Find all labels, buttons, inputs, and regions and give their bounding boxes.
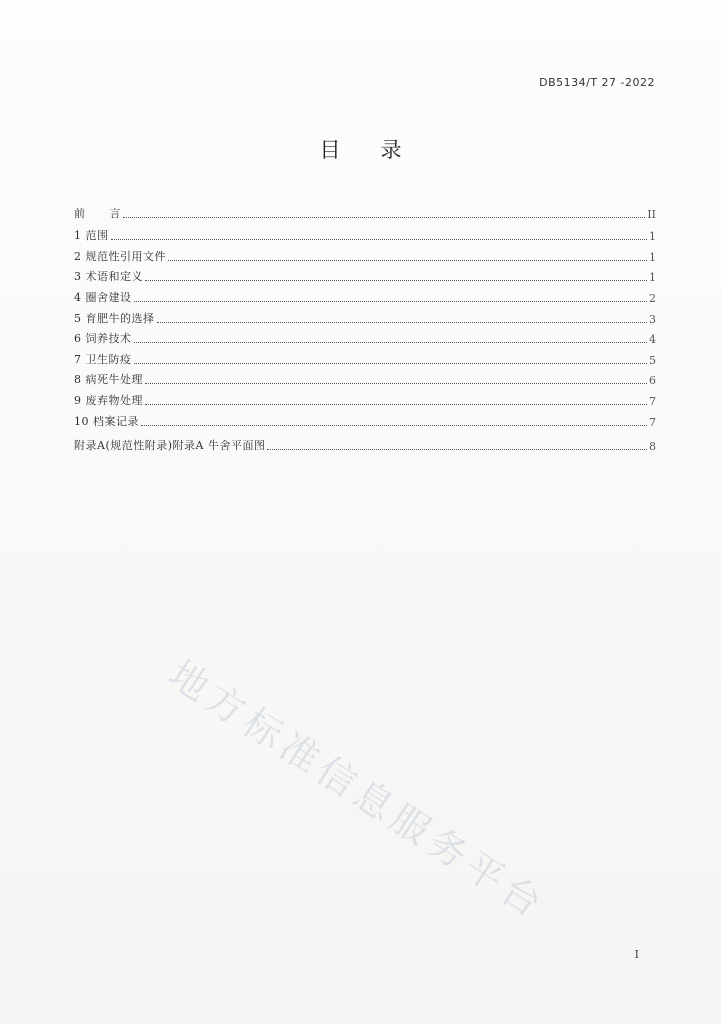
toc-label: 3 术语和定义 xyxy=(74,270,143,284)
title-char-1: 目 xyxy=(319,138,341,162)
toc-page-number: II xyxy=(647,207,656,221)
footer-page-number: I xyxy=(634,948,639,961)
toc-leader-dots xyxy=(267,448,647,450)
toc-leader-dots xyxy=(134,362,648,364)
toc-entry-appendix[interactable] xyxy=(74,433,656,454)
toc-page-number: 1 xyxy=(649,250,656,264)
toc-page-number: 1 xyxy=(649,271,656,285)
toc-page-number: 5 xyxy=(649,353,656,367)
toc-page-number: 1 xyxy=(649,230,656,244)
toc-label: 附录A(规范性附录)附录A 牛舍平面图 xyxy=(74,439,266,453)
toc-label: 前 言 xyxy=(74,206,121,220)
toc-entry[interactable] xyxy=(74,264,656,285)
toc-page-number: 3 xyxy=(649,312,656,326)
toc-leader-dots xyxy=(111,238,648,240)
toc-entry[interactable] xyxy=(74,305,656,326)
toc-leader-dots xyxy=(123,216,645,218)
toc-entry[interactable] xyxy=(74,367,656,388)
toc-leader-dots xyxy=(145,382,647,384)
toc-entry-foreword[interactable] xyxy=(74,200,656,221)
toc-leader-dots xyxy=(157,321,648,323)
toc-label: 5 育肥牛的选择 xyxy=(74,311,155,325)
toc-leader-dots xyxy=(145,403,647,405)
toc-entry[interactable] xyxy=(74,223,656,244)
toc-page-number: 2 xyxy=(649,291,656,305)
toc-page-number: 8 xyxy=(649,440,656,454)
toc-entry[interactable] xyxy=(74,243,656,264)
toc-entry[interactable] xyxy=(74,408,656,429)
toc-leader-dots xyxy=(134,341,648,343)
title-char-2: 录 xyxy=(380,138,402,162)
toc-leader-dots xyxy=(141,424,647,426)
document-number: DB5134/T 27 -2022 xyxy=(539,76,655,89)
page-title xyxy=(0,134,721,164)
toc-leader-dots xyxy=(145,279,647,281)
toc-label: 2 规范性引用文件 xyxy=(74,249,166,263)
toc-label: 10 档案记录 xyxy=(74,414,139,428)
toc-entry[interactable] xyxy=(74,387,656,408)
toc-label: 1 范围 xyxy=(74,229,109,243)
toc-label: 8 病死牛处理 xyxy=(74,373,143,387)
toc-page-number: 7 xyxy=(649,394,656,408)
toc-page-number: 4 xyxy=(649,333,656,347)
toc-label: 9 废弃物处理 xyxy=(74,393,143,407)
watermark-text: 地方标准信息服务平台 xyxy=(161,651,555,929)
table-of-contents xyxy=(74,200,656,453)
toc-label: 7 卫生防疫 xyxy=(74,352,132,366)
toc-entry[interactable] xyxy=(74,326,656,347)
toc-leader-dots xyxy=(134,300,648,302)
toc-label: 6 饲养技术 xyxy=(74,332,132,346)
toc-label: 4 圈舍建设 xyxy=(74,290,132,304)
toc-entry[interactable] xyxy=(74,284,656,305)
toc-page-number: 6 xyxy=(649,374,656,388)
toc-leader-dots xyxy=(168,259,647,261)
toc-page-number: 7 xyxy=(649,415,656,429)
toc-entry[interactable] xyxy=(74,346,656,367)
